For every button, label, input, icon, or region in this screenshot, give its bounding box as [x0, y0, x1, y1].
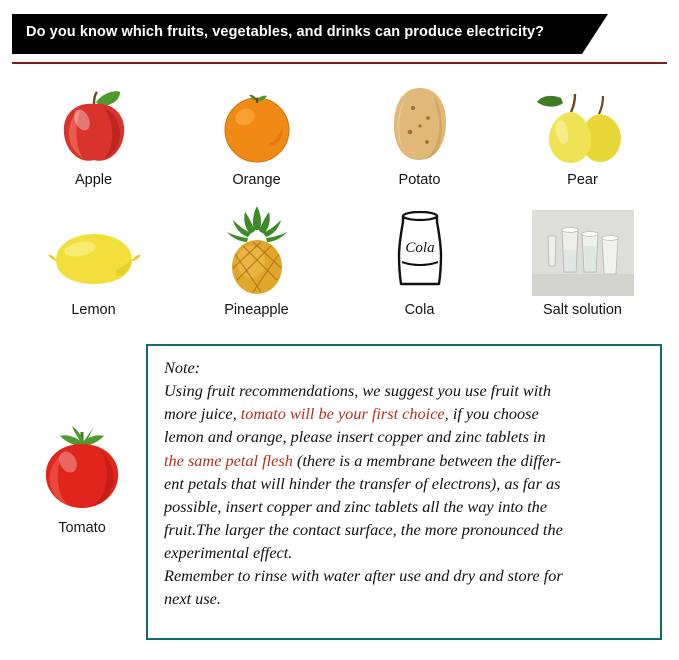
- pear-icon: [531, 80, 635, 166]
- page-title: Do you know which fruits, vegetables, and drinks can produce electricity?: [26, 24, 545, 40]
- note-line-6: possible, insert copper and zinc tablets all the way into the: [164, 496, 548, 516]
- note-highlight-petal: the same petal flesh: [164, 450, 293, 470]
- item-label: Salt solution: [543, 302, 622, 318]
- item-row: [12, 80, 667, 188]
- item-row: [12, 210, 667, 318]
- item-label: Tomato: [58, 520, 106, 536]
- note-label: Note:: [164, 358, 201, 377]
- potato-icon: [384, 80, 456, 166]
- note-line-4b: (there is a membrane between the differ-: [292, 450, 561, 470]
- item-potato: [338, 80, 501, 188]
- item-label: Cola: [404, 302, 435, 318]
- item-label: Lemon: [71, 302, 116, 318]
- item-lemon: [12, 210, 175, 318]
- item-apple: [12, 80, 175, 188]
- cola-can-icon: [389, 210, 451, 296]
- lemon-icon: [46, 210, 142, 296]
- header-banner: [0, 14, 679, 70]
- cola-can-text: Cola: [404, 240, 435, 256]
- item-label: Pear: [567, 172, 598, 188]
- item-grid: [12, 80, 667, 318]
- item-pear: [501, 80, 664, 188]
- orange-icon: [214, 80, 300, 166]
- salt-solution-icon: [532, 210, 634, 296]
- item-salt-solution: [501, 210, 664, 318]
- note-line-5: ent petals that will hinder the transfer of electrons), as far as: [164, 473, 561, 493]
- note-line-1: Using fruit recommendations, we suggest you use fruit with: [164, 381, 551, 401]
- note-line-3: lemon and orange, please insert copper and zinc tablets in: [164, 427, 546, 447]
- note-line-8: experimental effect.: [164, 543, 293, 563]
- item-label: Potato: [398, 172, 441, 188]
- apple-icon: [50, 80, 138, 166]
- note-highlight-tomato: tomato will be your first choice: [240, 404, 445, 424]
- note-line-9: Remember to rinse with water after use and dry and store for: [164, 566, 563, 586]
- note-body: [164, 379, 646, 610]
- item-pineapple: [175, 210, 338, 318]
- item-tomato: [22, 418, 142, 536]
- item-label: Orange: [232, 172, 281, 188]
- item-cola: [338, 210, 501, 318]
- note-line-10: next use.: [164, 589, 221, 609]
- pineapple-icon: [215, 210, 299, 296]
- tomato-icon: [32, 418, 132, 514]
- note-box: [146, 344, 662, 640]
- item-orange: [175, 80, 338, 188]
- note-line-7: fruit.The larger the contact surface, the more pronounced the: [164, 519, 563, 539]
- note-line-2a: more juice,: [164, 404, 241, 424]
- item-label: Pineapple: [224, 302, 289, 318]
- header-divider: [12, 62, 667, 64]
- note-line-2b: , if you choose: [444, 404, 539, 424]
- item-label: Apple: [74, 172, 113, 188]
